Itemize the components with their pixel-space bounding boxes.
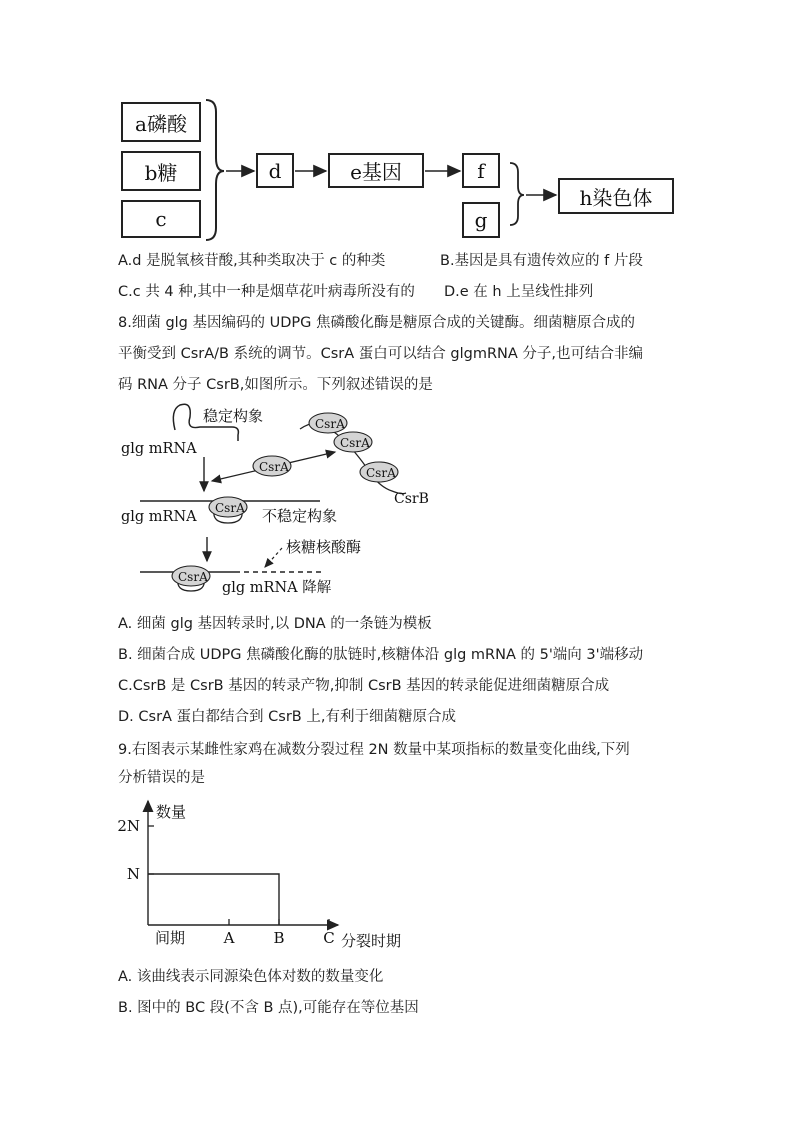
- box-a-phosphate: a磷酸: [121, 102, 201, 142]
- box-f: f: [462, 153, 500, 188]
- csrb-label: CsrB: [394, 491, 429, 507]
- q9-option-a: A. 该曲线表示同源染色体对数的数量变化: [118, 969, 384, 985]
- box-d: d: [256, 153, 294, 188]
- unstable-label: 不稳定构象: [262, 507, 338, 525]
- degrade-label: glg mRNA 降解: [222, 580, 332, 596]
- q8-stem-line2: 平衡受到 CsrA/B 系统的调节。CsrA 蛋白可以结合 glgmRNA 分子,也可结合非编: [118, 346, 644, 362]
- svg-text:CsrA: CsrA: [259, 460, 289, 474]
- brace-right: [510, 163, 524, 225]
- svg-text:CsrA: CsrA: [366, 466, 396, 480]
- q9-stem-line2: 分析错误的是: [118, 770, 205, 786]
- glg-mrna-label-1: glg mRNA: [121, 441, 197, 457]
- svg-text:CsrA: CsrA: [178, 570, 208, 584]
- svg-text:CsrA: CsrA: [215, 501, 245, 515]
- box-e-gene: e基因: [328, 153, 424, 188]
- box-b-sugar: b糖: [121, 151, 201, 191]
- svg-text:CsrA: CsrA: [315, 417, 345, 431]
- q9-stem-line1: 9.右图表示某雌性家鸡在减数分裂过程 2N 数量中某项指标的数量变化曲线,下列: [118, 742, 630, 758]
- x-tick-label: A: [223, 929, 235, 947]
- structure-connectors: [0, 0, 793, 260]
- x-axis-label: 分裂时期: [341, 932, 402, 950]
- x-tick-label: 间期: [154, 929, 186, 947]
- series-line: [148, 874, 279, 925]
- box-h-chromosome: h染色体: [558, 178, 674, 214]
- box-c-base: c: [121, 200, 201, 238]
- q8-option-d: D. CsrA 蛋白都结合到 CsrB 上,有利于细菌糖原合成: [118, 709, 456, 725]
- q8-option-b: B. 细菌合成 UDPG 焦磷酸化酶的肽链时,核糖体沿 glg mRNA 的 5'端向 3'端移动: [118, 647, 644, 663]
- q7-option-c: C.c 共 4 种,其中一种是烟草花叶病毒所没有的: [118, 284, 415, 300]
- q9-option-b: B. 图中的 BC 段(不含 B 点),可能存在等位基因: [118, 1000, 419, 1016]
- x-tick-label: B: [273, 929, 285, 947]
- brace-left: [206, 100, 224, 240]
- ribonuclease-label: 核糖核酸酶: [286, 538, 362, 556]
- ribonuclease-arrow: [265, 548, 282, 567]
- q8-option-a: A. 细菌 glg 基因转录时,以 DNA 的一条链为模板: [118, 616, 432, 632]
- csra-regulation-diagram: [0, 395, 793, 605]
- q7-option-a: A.d 是脱氧核苷酸,其种类取决于 c 的种类: [118, 253, 386, 269]
- quantity-change-chart: [0, 795, 793, 955]
- q8-stem-line3: 码 RNA 分子 CsrB,如图所示。下列叙述错误的是: [118, 377, 433, 393]
- y-tick-label: N: [126, 865, 140, 883]
- y-tick-label: 2N: [117, 817, 140, 835]
- glg-mrna-label-2: glg mRNA: [121, 509, 197, 525]
- q8-stem-line1: 8.细菌 glg 基因编码的 UDPG 焦磷酸化酶是糖原合成的关键酶。细菌糖原合成的: [118, 315, 635, 331]
- svg-text:CsrA: CsrA: [340, 436, 370, 450]
- q7-option-b: B.基因是具有遗传效应的 f 片段: [440, 253, 643, 269]
- stable-label: 稳定构象: [203, 407, 264, 425]
- x-tick-label: C: [323, 929, 335, 947]
- q7-option-d: D.e 在 h 上呈线性排列: [444, 284, 594, 300]
- y-axis-label: 数量: [156, 803, 187, 821]
- q8-option-c: C.CsrB 是 CsrB 基因的转录产物,抑制 CsrB 基因的转录能促进细菌糖原合成: [118, 678, 610, 694]
- box-g: g: [462, 202, 500, 238]
